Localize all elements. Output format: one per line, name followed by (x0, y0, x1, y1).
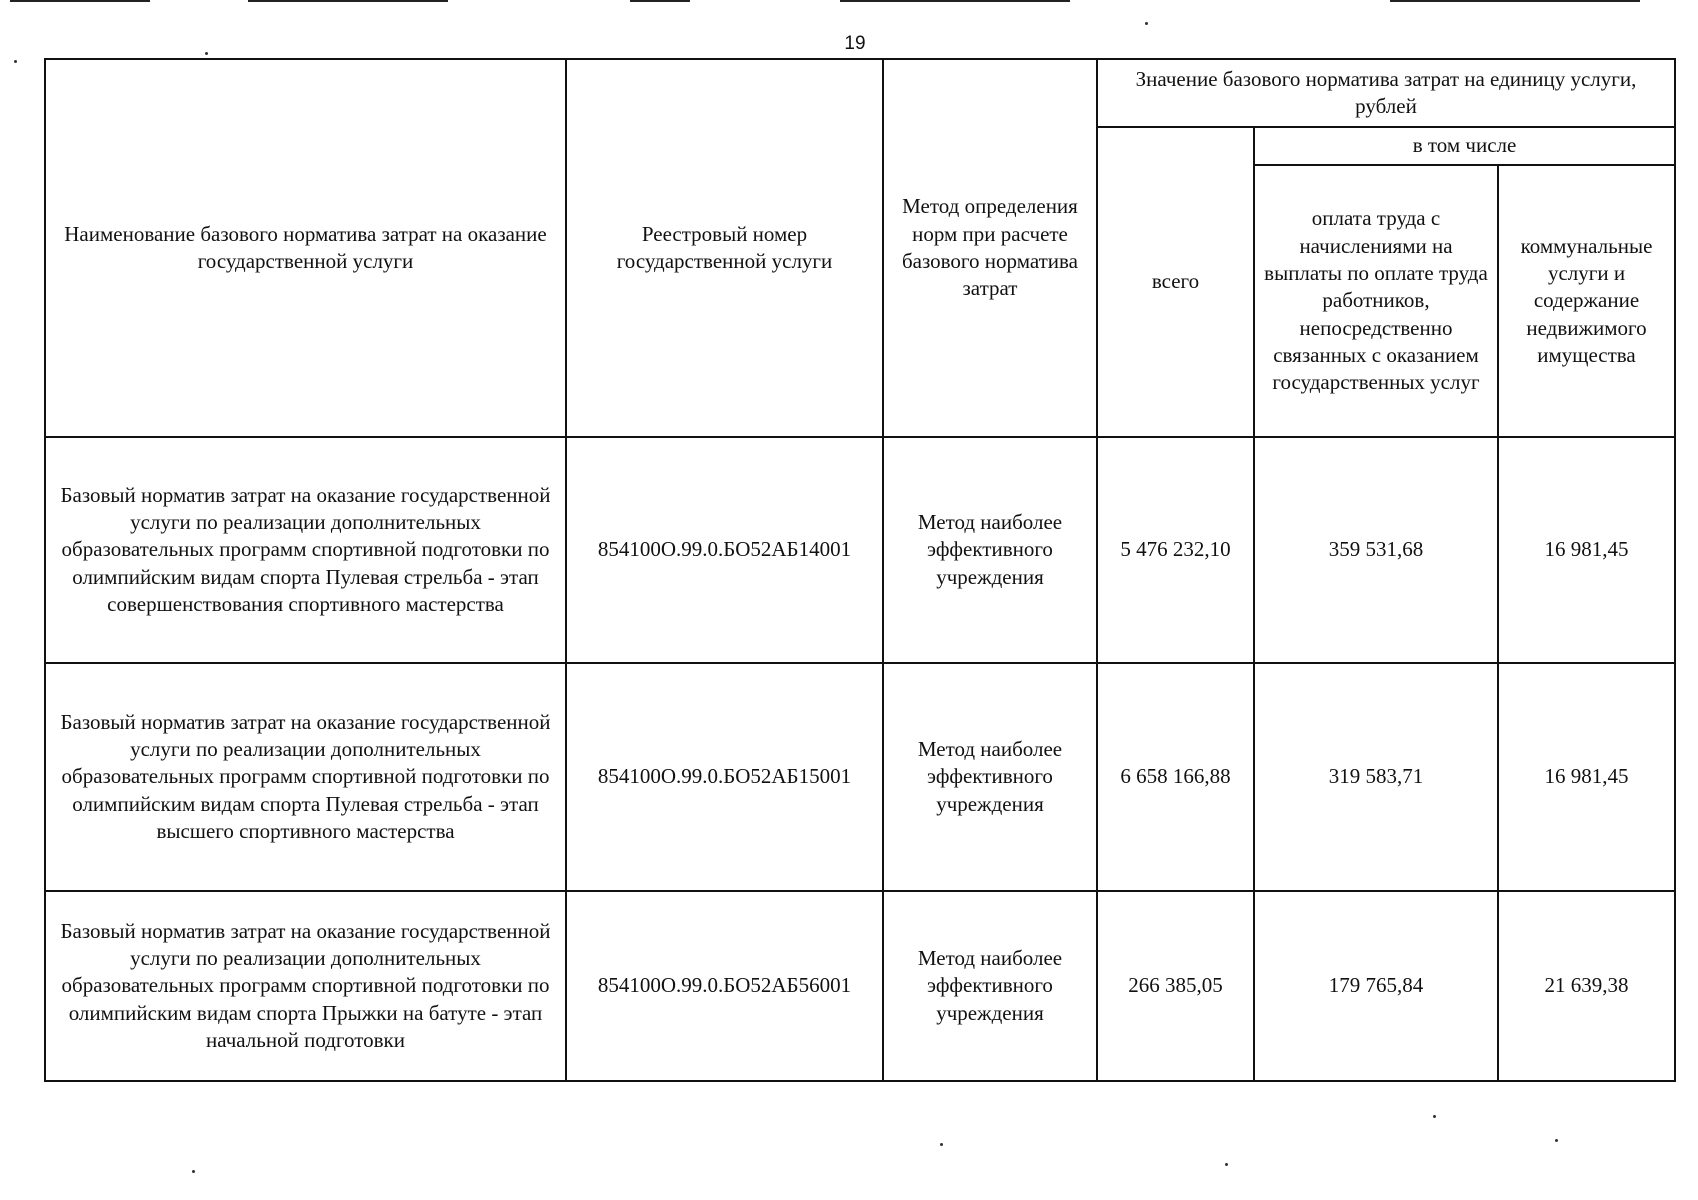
scan-speck (1433, 1115, 1436, 1118)
header-total: всего (1097, 127, 1254, 437)
scan-speck (14, 60, 17, 63)
scan-artifact-line (248, 0, 448, 2)
cost-norms-table (44, 58, 1676, 1082)
cell-total: 5 476 232,10 (1097, 437, 1254, 663)
page-number: 19 (844, 33, 866, 54)
cell-name: Базовый норматив затрат на оказание государственной услуги по реализации дополнительных образовательных программ спортивной подготовки по олимпийским видам спорта Прыжки на батуте - этап начальной подготовки (45, 891, 566, 1081)
cell-registry-number: 854100О.99.0.БО52АБ14001 (566, 437, 883, 663)
table-row (45, 663, 1675, 891)
table-row (45, 437, 1675, 663)
scan-speck (205, 52, 208, 55)
header-value-group: Значение базового норматива затрат на единицу услуги, рублей (1097, 59, 1675, 127)
scan-artifact-line (1390, 0, 1640, 2)
cell-registry-number: 854100О.99.0.БО52АБ15001 (566, 663, 883, 891)
header-including: в том числе (1254, 127, 1675, 165)
scan-artifact-line (840, 0, 1070, 2)
scan-artifact-line (630, 0, 690, 2)
scan-speck (940, 1143, 943, 1146)
header-labor: оплата труда с начислениями на выплаты по оплате труда работников, непосредственно связанных с оказанием государственных услуг (1254, 165, 1498, 437)
header-method: Метод определения норм при расчете базового норматива затрат (883, 59, 1097, 437)
scan-speck (1555, 1139, 1558, 1142)
cell-labor: 359 531,68 (1254, 437, 1498, 663)
cell-method: Метод наиболее эффективного учреждения (883, 663, 1097, 891)
scan-speck (1225, 1163, 1228, 1166)
cell-total: 6 658 166,88 (1097, 663, 1254, 891)
cell-total: 266 385,05 (1097, 891, 1254, 1081)
cell-name: Базовый норматив затрат на оказание государственной услуги по реализации дополнительных образовательных программ спортивной подготовки по олимпийским видам спорта Пулевая стрельба - этап высшего спортивного мастерства (45, 663, 566, 891)
header-name: Наименование базового норматива затрат на оказание государственной услуги (45, 59, 566, 437)
header-row (45, 59, 1675, 127)
scan-speck (1145, 22, 1148, 25)
cell-utilities: 16 981,45 (1498, 437, 1675, 663)
table-row (45, 891, 1675, 1081)
scan-artifact-line (10, 0, 150, 2)
header-utilities: коммунальные услуги и содержание недвижимого имущества (1498, 165, 1675, 437)
cell-method: Метод наиболее эффективного учреждения (883, 891, 1097, 1081)
cell-labor: 319 583,71 (1254, 663, 1498, 891)
cell-utilities: 21 639,38 (1498, 891, 1675, 1081)
cell-name: Базовый норматив затрат на оказание государственной услуги по реализации дополнительных образовательных программ спортивной подготовки по олимпийским видам спорта Пулевая стрельба - этап совершенствования спортивного мастерства (45, 437, 566, 663)
cell-labor: 179 765,84 (1254, 891, 1498, 1081)
cell-utilities: 16 981,45 (1498, 663, 1675, 891)
cell-method: Метод наиболее эффективного учреждения (883, 437, 1097, 663)
cell-registry-number: 854100О.99.0.БО52АБ56001 (566, 891, 883, 1081)
scan-speck (192, 1170, 195, 1173)
header-registry-number: Реестровый номер государственной услуги (566, 59, 883, 437)
